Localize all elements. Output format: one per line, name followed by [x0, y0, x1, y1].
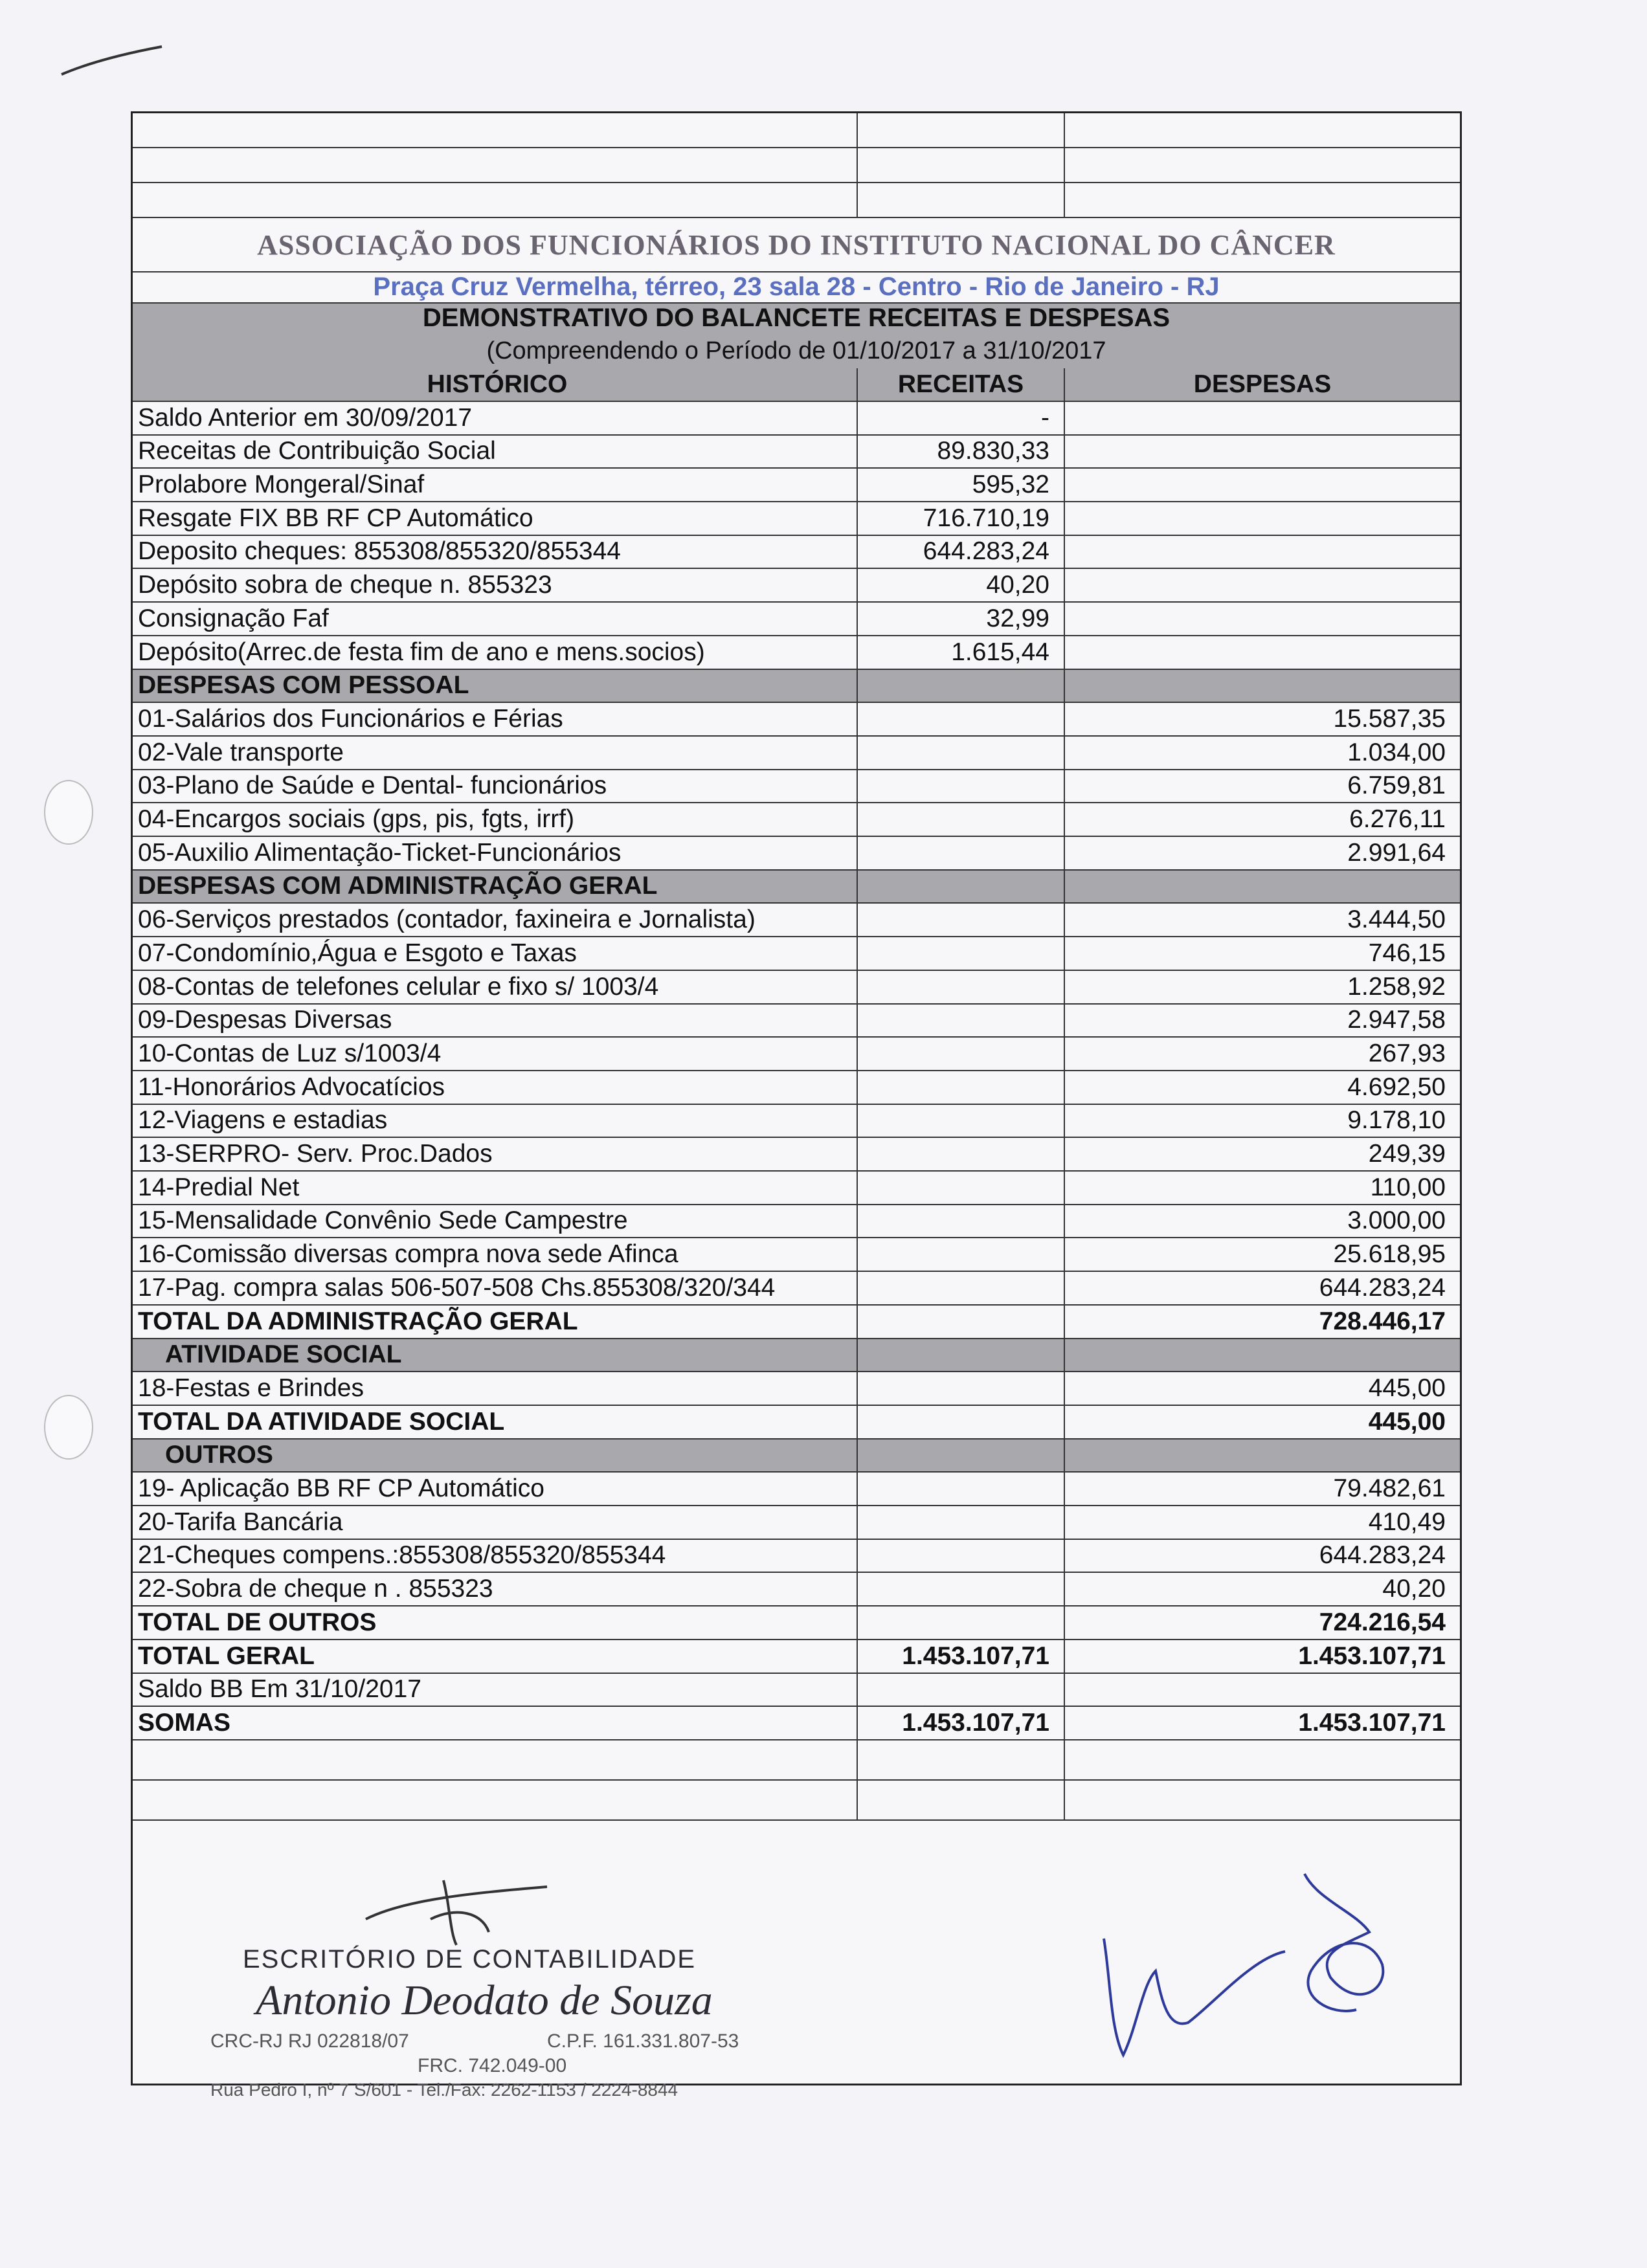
row-receitas: 716.710,19	[923, 504, 1049, 532]
row-despesas: 110,00	[1370, 1173, 1446, 1201]
table-row	[133, 502, 1460, 536]
row-despesas: 1.034,00	[1347, 738, 1446, 766]
row-historico: DESPESAS COM ADMINISTRAÇÃO GERAL	[138, 872, 658, 900]
table-row	[133, 871, 1460, 904]
table-row	[133, 1707, 1460, 1740]
row-historico: Depósito sobra de cheque n. 855323	[138, 571, 552, 599]
row-historico: Prolabore Mongeral/Sinaf	[138, 471, 425, 499]
row-receitas	[858, 1573, 1064, 1606]
table-row	[133, 1573, 1460, 1607]
row-receitas: 32,99	[986, 604, 1049, 632]
row-historico: Deposito cheques: 855308/855320/855344	[138, 537, 621, 566]
row-historico: Receitas de Contribuição Social	[138, 437, 496, 465]
row-receitas	[858, 1038, 1064, 1070]
row-historico: Consignação Faf	[138, 604, 329, 632]
row-receitas	[858, 1306, 1064, 1338]
row-despesas	[1065, 636, 1460, 669]
stamp-crc: CRC-RJ RJ 022818/07	[210, 2030, 409, 2052]
row-historico: Saldo Anterior em 30/09/2017	[138, 403, 473, 432]
empty-row	[133, 1740, 1460, 1781]
col-divider	[857, 113, 858, 218]
row-historico: TOTAL GERAL	[138, 1641, 315, 1670]
table-row	[133, 1372, 1460, 1406]
row-historico: 09-Despesas Diversas	[138, 1006, 392, 1034]
row-receitas	[858, 1674, 1064, 1706]
row-despesas	[1065, 1674, 1460, 1706]
row-receitas	[858, 1071, 1064, 1104]
row-historico: TOTAL DA ADMINISTRAÇÃO GERAL	[138, 1307, 578, 1335]
row-receitas	[858, 1138, 1064, 1170]
row-receitas: 1.453.107,71	[902, 1708, 1049, 1737]
row-despesas: 3.444,50	[1347, 906, 1446, 934]
empty-row	[133, 148, 1460, 183]
row-historico: SOMAS	[138, 1708, 231, 1737]
row-historico: 05-Auxilio Alimentação-Ticket-Funcionários	[138, 838, 622, 867]
row-despesas: 1.453.107,71	[1298, 1708, 1446, 1737]
table-row	[133, 1005, 1460, 1038]
row-receitas	[858, 1372, 1064, 1405]
table-row	[133, 603, 1460, 636]
table-row	[133, 636, 1460, 670]
table-row	[133, 1038, 1460, 1071]
row-despesas	[1065, 871, 1460, 903]
row-receitas	[858, 737, 1064, 769]
row-historico: TOTAL DA ATIVIDADE SOCIAL	[138, 1407, 505, 1436]
row-historico: 11-Honorários Advocatícios	[138, 1073, 445, 1101]
table-row	[133, 937, 1460, 971]
table-row	[133, 1339, 1460, 1373]
statement-period: (Compreendendo o Período de 01/10/2017 a 31/10/2017	[486, 337, 1106, 364]
address: Praça Cruz Vermelha, térreo, 23 sala 28 - Centro - Rio de Janeiro - RJ	[373, 272, 1220, 301]
row-historico: TOTAL DE OUTROS	[138, 1608, 377, 1636]
row-despesas: 4.692,50	[1347, 1073, 1446, 1101]
row-historico: DESPESAS COM PESSOAL	[138, 671, 469, 700]
accountant-stamp	[172, 1861, 884, 2100]
row-despesas: 79.482,61	[1333, 1474, 1446, 1503]
row-despesas	[1065, 402, 1460, 434]
row-despesas: 40,20	[1382, 1575, 1446, 1603]
table-row	[133, 1540, 1460, 1573]
table-row	[133, 737, 1460, 770]
row-despesas: 2.991,64	[1347, 838, 1446, 867]
row-despesas: 644.283,24	[1319, 1541, 1446, 1570]
table-row	[133, 837, 1460, 871]
row-despesas: 249,39	[1368, 1140, 1446, 1168]
row-receitas	[858, 1606, 1064, 1639]
row-receitas: 1.453.107,71	[902, 1641, 1049, 1670]
row-receitas	[858, 803, 1064, 836]
row-receitas	[858, 1005, 1064, 1037]
row-receitas	[858, 1506, 1064, 1539]
row-despesas	[1065, 603, 1460, 635]
row-despesas: 724.216,54	[1319, 1608, 1446, 1636]
row-historico: 07-Condomínio,Água e Esgoto e Taxas	[138, 939, 577, 967]
row-receitas	[858, 770, 1064, 803]
row-historico: 17-Pag. compra salas 506-507-508 Chs.855308/320/344	[138, 1273, 776, 1302]
row-receitas	[858, 1440, 1064, 1472]
empty-row	[133, 113, 1460, 148]
row-historico: 13-SERPRO- Serv. Proc.Dados	[138, 1140, 493, 1168]
table-row	[133, 469, 1460, 502]
row-historico: 12-Viagens e estadias	[138, 1106, 388, 1135]
table-row	[133, 570, 1460, 603]
row-despesas: 9.178,10	[1347, 1106, 1446, 1135]
row-despesas: 746,15	[1368, 939, 1446, 967]
row-receitas	[858, 1205, 1064, 1238]
row-receitas	[858, 1172, 1064, 1204]
table-row	[133, 703, 1460, 737]
table-row	[133, 1306, 1460, 1339]
table-row	[133, 1138, 1460, 1172]
row-despesas	[1065, 436, 1460, 468]
row-receitas	[858, 937, 1064, 970]
pen-mark-corner	[58, 39, 168, 84]
row-receitas	[858, 1540, 1064, 1572]
row-receitas: 595,32	[972, 471, 1049, 499]
punch-hole-bottom	[44, 1395, 93, 1460]
table-row	[133, 1172, 1460, 1205]
row-receitas	[858, 871, 1064, 903]
row-historico: 20-Tarifa Bancária	[138, 1507, 343, 1536]
row-receitas	[858, 670, 1064, 702]
row-historico: 16-Comissão diversas compra nova sede Afinca	[138, 1240, 678, 1269]
table-row	[133, 1205, 1460, 1239]
row-historico: Resgate FIX BB RF CP Automático	[138, 504, 533, 532]
row-despesas: 6.276,11	[1349, 805, 1446, 834]
row-receitas: 89.830,33	[937, 437, 1049, 465]
row-historico: 06-Serviços prestados (contador, faxineira e Jornalista)	[138, 906, 756, 934]
row-despesas	[1065, 536, 1460, 568]
table-row	[133, 1406, 1460, 1440]
row-historico: 10-Contas de Luz s/1003/4	[138, 1039, 442, 1067]
table-row	[133, 803, 1460, 837]
stamp-cpf: C.P.F. 161.331.807-53	[547, 2030, 739, 2052]
col-divider	[857, 368, 858, 1821]
row-despesas: 644.283,24	[1319, 1273, 1446, 1302]
row-despesas: 25.618,95	[1333, 1240, 1446, 1269]
row-despesas: 1.258,92	[1347, 972, 1446, 1001]
row-historico: 01-Salários dos Funcionários e Férias	[138, 704, 563, 733]
row-receitas	[858, 1406, 1064, 1438]
row-receitas	[858, 837, 1064, 869]
row-historico: Depósito(Arrec.de festa fim de ano e mens.socios)	[138, 638, 705, 666]
col-despesas: DESPESAS	[1193, 370, 1332, 398]
row-despesas	[1065, 502, 1460, 535]
row-historico: Saldo BB Em 31/10/2017	[138, 1675, 421, 1704]
table-row	[133, 670, 1460, 704]
row-historico: 22-Sobra de cheque n . 855323	[138, 1575, 493, 1603]
row-despesas: 2.947,58	[1347, 1006, 1446, 1034]
stamp-office: ESCRITÓRIO DE CONTABILIDADE	[243, 1945, 697, 1973]
balance-sheet	[131, 111, 1462, 2100]
row-receitas	[858, 703, 1064, 735]
table-row	[133, 1105, 1460, 1139]
table-row	[133, 402, 1460, 436]
row-despesas: 728.446,17	[1319, 1307, 1446, 1335]
col-divider	[1064, 368, 1065, 1821]
row-historico: 21-Cheques compens.:855308/855320/855344	[138, 1541, 666, 1570]
row-receitas	[858, 1473, 1064, 1505]
statement-title: DEMONSTRATIVO DO BALANCETE RECEITAS E DESPESAS	[422, 304, 1171, 332]
punch-hole-top	[44, 780, 93, 845]
row-despesas	[1065, 1339, 1460, 1372]
row-receitas: 1.615,44	[951, 638, 1049, 666]
row-despesas: 1.453.107,71	[1298, 1641, 1446, 1670]
table-row	[133, 1506, 1460, 1540]
table-row	[133, 1473, 1460, 1506]
row-receitas: 644.283,24	[923, 537, 1049, 566]
stamp-signature	[353, 1867, 560, 1951]
empty-row	[133, 1781, 1460, 1821]
row-despesas: 410,49	[1368, 1507, 1446, 1536]
header-assoc-row	[133, 218, 1460, 272]
table-row	[133, 1640, 1460, 1674]
table-row	[133, 1272, 1460, 1306]
row-despesas	[1065, 469, 1460, 501]
row-despesas	[1065, 670, 1460, 702]
stamp-address: Rua Pedro I, nº 7 S/601 - Tel./Fax: 2262-1153 / 2224-8844	[210, 2080, 678, 2100]
table-row	[133, 904, 1460, 938]
row-receitas	[858, 1105, 1064, 1137]
row-receitas	[858, 971, 1064, 1003]
row-receitas: 40,20	[986, 571, 1049, 599]
col-receitas: RECEITAS	[897, 370, 1024, 398]
row-receitas	[858, 1239, 1064, 1271]
title-block	[133, 304, 1460, 368]
table-row	[133, 1071, 1460, 1105]
table-row	[133, 536, 1460, 570]
table-row	[133, 1674, 1460, 1707]
row-historico: OUTROS	[165, 1441, 273, 1469]
row-despesas: 445,00	[1368, 1407, 1446, 1436]
col-divider	[1064, 113, 1065, 218]
row-receitas	[858, 1272, 1064, 1304]
stamp-frc: FRC. 742.049-00	[418, 2055, 567, 2076]
row-despesas: 3.000,00	[1347, 1206, 1446, 1235]
address-row	[133, 272, 1460, 304]
row-despesas: 445,00	[1368, 1373, 1446, 1402]
row-despesas: 6.759,81	[1347, 772, 1446, 800]
row-historico: 14-Predial Net	[138, 1173, 300, 1201]
row-despesas: 15.587,35	[1333, 704, 1446, 733]
table-row	[133, 971, 1460, 1005]
row-receitas: -	[1041, 403, 1049, 432]
row-receitas	[858, 904, 1064, 937]
row-historico: 08-Contas de telefones celular e fixo s/ 1003/4	[138, 972, 659, 1001]
row-historico: 18-Festas e Brindes	[138, 1373, 364, 1402]
handwritten-signature	[1084, 1861, 1421, 2074]
association-name: ASSOCIAÇÃO DOS FUNCIONÁRIOS DO INSTITUTO NACIONAL DO CÂNCER	[257, 229, 1336, 261]
row-historico: ATIVIDADE SOCIAL	[165, 1340, 402, 1369]
table-row	[133, 1440, 1460, 1473]
row-historico: 02-Vale transporte	[138, 738, 344, 766]
table-row	[133, 436, 1460, 469]
row-historico: 15-Mensalidade Convênio Sede Campestre	[138, 1206, 628, 1235]
stamp-accountant-name: Antonio Deodato de Souza	[256, 1977, 713, 2024]
col-historico: HISTÓRICO	[427, 370, 568, 398]
table-row	[133, 1239, 1460, 1273]
row-historico: 03-Plano de Saúde e Dental- funcionários	[138, 772, 607, 800]
row-despesas: 267,93	[1368, 1039, 1446, 1067]
row-despesas	[1065, 1440, 1460, 1472]
table-row	[133, 1606, 1460, 1640]
row-despesas	[1065, 570, 1460, 602]
row-historico: 19- Aplicação BB RF CP Automático	[138, 1474, 544, 1503]
column-header-row	[133, 368, 1460, 402]
empty-row	[133, 183, 1460, 218]
row-receitas	[858, 1339, 1064, 1372]
row-historico: 04-Encargos sociais (gps, pis, fgts, irrf)	[138, 805, 575, 834]
table-row	[133, 770, 1460, 804]
